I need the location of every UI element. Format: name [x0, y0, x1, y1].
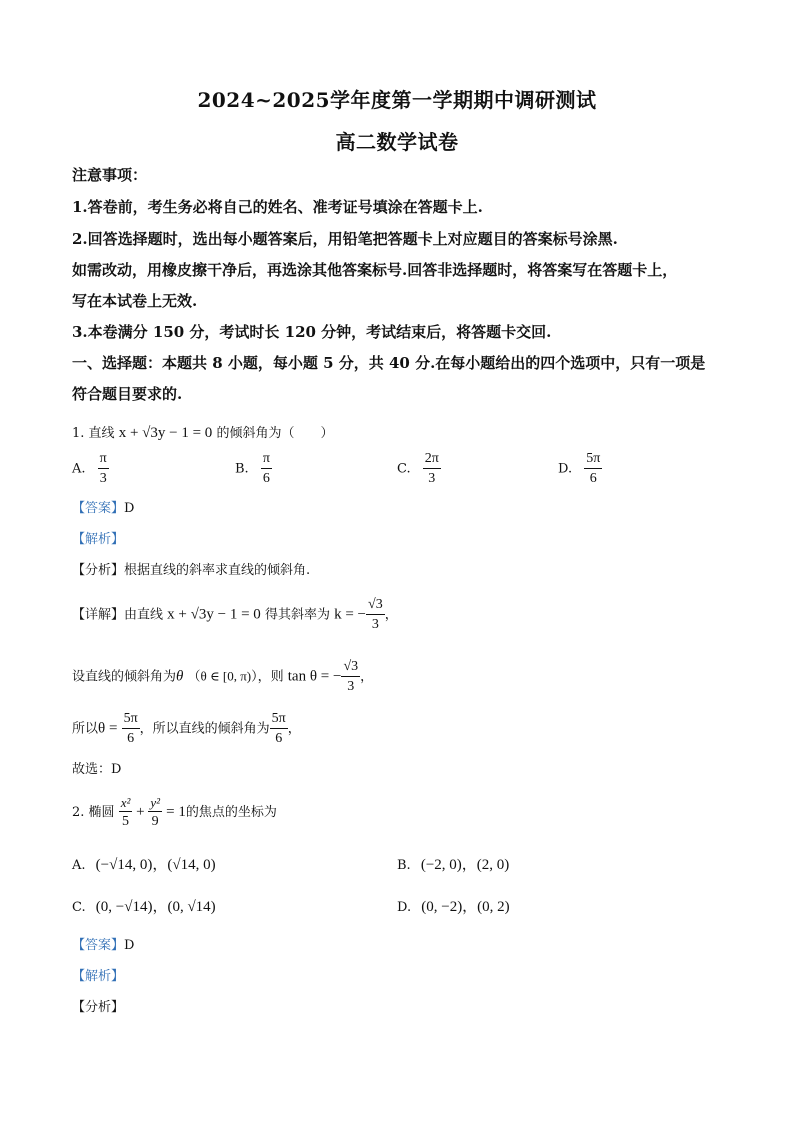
q2-suffix: 的焦点的坐标为 — [185, 805, 277, 820]
angle-fraction — [122, 712, 140, 746]
xiangjie-pre: 由直线 — [124, 607, 164, 623]
frac-num: 5π — [122, 712, 140, 729]
frac-num: 2π — [423, 452, 441, 469]
option-fraction — [423, 452, 441, 486]
line3-mid: ，所以直线的倾斜角为 — [139, 721, 270, 737]
q1-option-b — [235, 452, 272, 486]
frac-den: 6 — [262, 471, 270, 486]
frac-den: 3 — [428, 471, 436, 486]
fenxi-text: 根据直线的斜率求直线的倾斜角. — [124, 563, 311, 578]
frac-den: 6 — [275, 731, 283, 746]
fenxi-tag: 【分析】 — [72, 563, 125, 578]
q2-prefix: 2. 椭圆 — [72, 805, 115, 820]
slope-fraction — [366, 598, 385, 632]
q2-answer-line — [72, 934, 134, 953]
q2-stem: 2. 椭圆 $\frac{\text{x²}}{5}$ + $\frac{\text{y²}}{9}$ = 1的焦点的坐标为 — [72, 795, 277, 829]
section-heading-line-1: 一、选择题：本题共 8 小题，每小题 5 分，共 40 分.在每小题给出的四个选项中，只有一项是 — [72, 354, 706, 372]
frac-den: 3 — [347, 679, 355, 694]
q2-analysis-tag: 【解析】 — [72, 969, 125, 984]
frac-num: 5π — [584, 452, 602, 469]
q1-detail-line-3 — [72, 712, 301, 746]
option-text: (−2, 0)，(2, 0) — [420, 857, 510, 873]
exam-title: 2024~2025学年度第一学期期中调研测试 — [197, 88, 597, 112]
answer-tag: 【答案】 — [72, 501, 125, 516]
comma: ， — [287, 721, 301, 737]
theta-eq: θ = — [98, 720, 118, 737]
frac-den: 6 — [589, 471, 597, 486]
option-label: C. — [72, 900, 86, 915]
q1-detail-line-2 — [72, 660, 373, 694]
q1-equation: x + √3y − 1 = 0 — [118, 425, 213, 441]
option-label: A. — [72, 461, 86, 477]
line3-pre: 所以 — [72, 721, 99, 737]
q1-analysis-tag: 【解析】 — [72, 532, 125, 547]
notice-item-2-line-3: 写在本试卷上无效. — [72, 292, 198, 310]
option-text: (−√14, 0)，(√14, 0) — [95, 857, 216, 873]
exam-subtitle: 高二数学试卷 — [335, 130, 459, 154]
frac-num: √3 — [366, 598, 385, 615]
option-fraction — [98, 452, 109, 486]
frac-num: 5π — [270, 712, 288, 729]
q1-prefix: 1. 直线 — [72, 426, 115, 441]
frac-den: 3 — [371, 617, 379, 632]
eq-rhs: = 1 — [166, 804, 186, 820]
frac-num: x² — [120, 795, 131, 810]
answer-value: D — [124, 938, 135, 953]
option-fraction — [261, 452, 272, 486]
q1-suffix: 的倾斜角为（ ） — [216, 426, 334, 441]
angle-fraction-2 — [270, 712, 288, 746]
option-label: C. — [397, 461, 411, 477]
q2-option-b — [397, 853, 509, 874]
q1-option-a — [72, 452, 109, 486]
frac-num: √3 — [341, 660, 360, 677]
q1-stem — [72, 422, 333, 442]
q1-option-c — [397, 452, 441, 486]
slope-lhs: k = − — [334, 606, 367, 623]
option-label: D. — [397, 900, 412, 915]
q1-detail-line-1 — [72, 598, 398, 632]
tan-fraction — [341, 660, 360, 694]
option-text: (0, −2)，(0, 2) — [421, 899, 510, 915]
notice-item-1: 1.答卷前，考生务必将自己的姓名、准考证号填涂在答题卡上. — [72, 198, 483, 216]
option-label: B. — [397, 858, 411, 873]
xiangjie-tag: 【详解】 — [72, 607, 125, 623]
comma: ， — [384, 607, 398, 623]
option-text: (0, −√14)，(0, √14) — [95, 899, 216, 915]
q1-answer-line — [72, 497, 134, 516]
line2-pre: 设直线的倾斜角为 — [72, 669, 177, 685]
theta-range: （θ ∈ [0, π)） — [187, 668, 258, 684]
q2-option-c — [72, 895, 216, 916]
option-fraction — [584, 452, 602, 486]
theta-symbol: θ — [176, 668, 184, 685]
frac-den: 6 — [127, 731, 135, 746]
notice-item-2-line-1: 2.回答选择题时，选出每小题答案后，用铅笔把答题卡上对应题目的答案标号涂黑. — [72, 230, 618, 248]
q2-fenxi-tag: 【分析】 — [72, 1000, 125, 1015]
q1-option-d — [558, 452, 602, 486]
answer-value: D — [124, 501, 135, 516]
xiangjie-mid: 得其斜率为 — [264, 607, 330, 623]
comma: ， — [360, 669, 374, 685]
section-heading-line-2: 符合题目要求的. — [72, 385, 183, 403]
notice-heading: 注意事项： — [72, 166, 148, 184]
frac-den: 3 — [99, 471, 107, 486]
tan-lhs: tan θ = − — [287, 668, 342, 685]
frac-den: 5 — [122, 814, 130, 829]
frac-num: π — [98, 452, 109, 469]
option-label: B. — [235, 461, 249, 477]
q2-option-a — [72, 853, 216, 874]
line-equation: x + √3y − 1 = 0 — [167, 606, 261, 623]
y-fraction — [148, 796, 162, 829]
frac-den: 9 — [151, 814, 159, 829]
q1-conclusion: 故选：D — [72, 762, 122, 777]
option-label: A. — [72, 858, 86, 873]
option-label: D. — [558, 461, 573, 477]
notice-item-3: 3.本卷满分 150 分，考试时长 120 分钟，考试结束后，将答题卡交回. — [72, 323, 552, 341]
frac-num: π — [261, 452, 272, 469]
notice-item-2-line-2: 如需改动，用橡皮擦干净后，再选涂其他答案标号.回答非选择题时，将答案写在答题卡上， — [72, 261, 678, 279]
frac-num: y² — [150, 795, 160, 810]
line2-mid: ，则 — [257, 669, 284, 685]
q2-option-d — [397, 895, 510, 916]
answer-tag: 【答案】 — [72, 938, 125, 953]
x-fraction — [119, 796, 133, 829]
q1-fenxi-line — [72, 559, 310, 578]
